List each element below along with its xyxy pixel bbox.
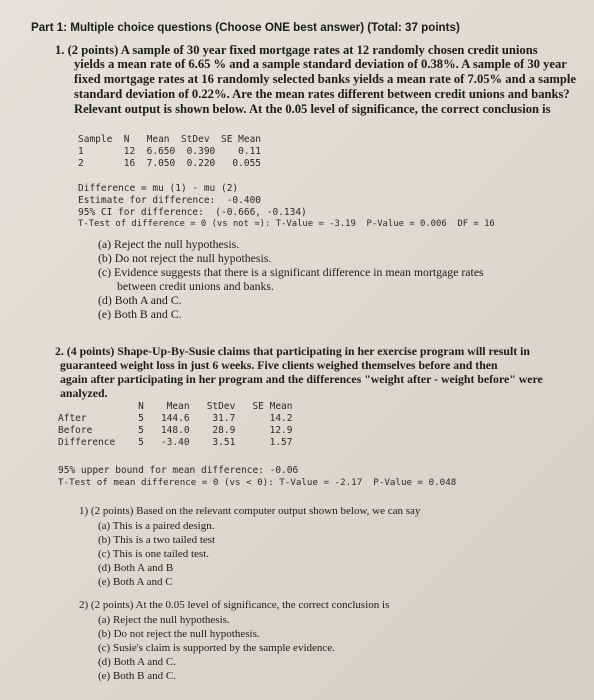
q1-option-c: (c) Evidence suggests that there is a significant difference in mean mortgage rates	[98, 265, 484, 279]
q1-output-line: T-Test of difference = 0 (vs not =): T-Value = -3.19 P-Value = 0.006 DF = 16	[78, 219, 495, 229]
q1-line: fixed mortgage rates at 16 randomly selected banks yields a mean rate of 7.05% and a sample	[74, 72, 576, 86]
q2-sub1-option-d: (d) Both A and B	[98, 562, 174, 574]
q1-output-line: Estimate for difference: -0.400	[78, 195, 262, 206]
q1-line: Relevant output is shown below. At the 0.05 level of significance, the correct conclusion is	[74, 102, 551, 116]
q2-sub2-option-b: (b) Do not reject the null hypothesis.	[98, 628, 260, 640]
q2-sub2-option-e: (e) Both B and C.	[98, 670, 176, 682]
q2-sub1-prompt: 1) (2 points) Based on the relevant computer output shown below, we can say	[79, 505, 421, 517]
q2-sub2-option-c: (c) Susie's claim is supported by the sample evidence.	[98, 642, 335, 654]
q1-output-line: 2 16 7.050 0.220 0.055	[78, 158, 262, 169]
q2-sub1-option-a: (a) This is a paired design.	[98, 520, 215, 532]
q2-sub1-option-b: (b) This is a two tailed test	[98, 534, 216, 546]
q1-output-line: 1 12 6.650 0.390 0.11	[78, 146, 262, 157]
part-header: Part 1: Multiple choice questions (Choose ONE best answer) (Total: 37 points)	[31, 21, 460, 34]
q2-sub2-option-a: (a) Reject the null hypothesis.	[98, 614, 230, 626]
q2-output-line: N Mean StDev SE Mean	[58, 401, 293, 412]
q2-line: 2. (4 points) Shape-Up-By-Susie claims that participating in her exercise program will result in	[55, 344, 530, 358]
q1-option-e: (e) Both B and C.	[98, 307, 182, 321]
q1-line: yields a mean rate of 6.65 % and a sample standard deviation of 0.38%. A sample of 30 year	[74, 57, 567, 71]
q1-option-b: (b) Do not reject the null hypothesis.	[98, 251, 272, 265]
q1-output-line: Sample N Mean StDev SE Mean	[78, 134, 262, 145]
q2-output-line: Before 5 148.0 28.9 12.9	[58, 425, 293, 436]
q1-output-line: Difference = mu (1) - mu (2)	[78, 183, 239, 194]
q2-output-line: 95% upper bound for mean difference: -0.06	[58, 465, 299, 476]
q2-output-line: T-Test of mean difference = 0 (vs < 0): T-Value = -2.17 P-Value = 0.048	[58, 477, 457, 488]
q1-line: 1. (2 points) A sample of 30 year fixed mortgage rates at 12 randomly chosen credit unions	[55, 43, 538, 57]
q1-output-line: 95% CI for difference: (-0.666, -0.134)	[78, 207, 307, 218]
q2-sub1-option-c: (c) This is one tailed test.	[98, 548, 209, 560]
q2-line: again after participating in her program and the differences "weight after - weight before" were	[60, 372, 543, 386]
q2-output-line: Difference 5 -3.40 3.51 1.57	[58, 437, 293, 448]
q2-sub1-option-e: (e) Both A and C	[98, 576, 173, 588]
q1-option-d: (d) Both A and C.	[98, 293, 182, 307]
q2-line: guaranteed weight loss in just 6 weeks. Five clients weighed themselves before and then	[60, 358, 498, 372]
q2-sub2-prompt: 2) (2 points) At the 0.05 level of significance, the correct conclusion is	[79, 599, 390, 611]
q2-line: analyzed.	[60, 386, 108, 400]
q1-option-c-cont: between credit unions and banks.	[117, 279, 274, 293]
q2-sub2-option-d: (d) Both A and C.	[98, 656, 176, 668]
q1-line: standard deviation of 0.22%. Are the mean rates different between credit unions and banks?	[74, 87, 570, 101]
q2-output-line: After 5 144.6 31.7 14.2	[58, 413, 293, 424]
q1-option-a: (a) Reject the null hypothesis.	[98, 237, 240, 251]
